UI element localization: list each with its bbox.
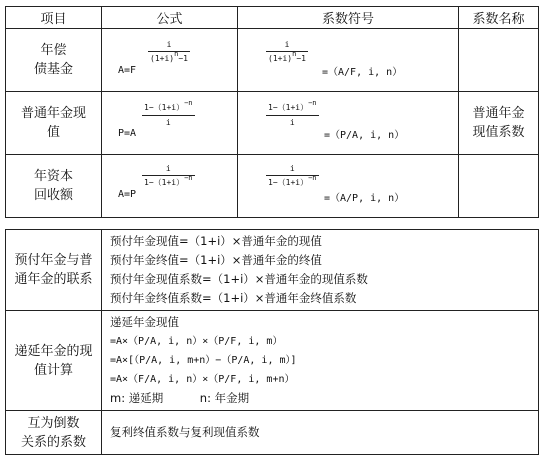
name-line: 现值系数 [472, 125, 525, 140]
label-line: 值计算 [33, 362, 73, 378]
annuity-relations-table [5, 229, 539, 455]
table-row [6, 311, 539, 411]
item-line: 普通年金现 [20, 106, 86, 121]
symbol-fraction [266, 99, 319, 128]
label-line: 递延年金的现 [14, 343, 93, 359]
annuity-formula-table [5, 6, 539, 218]
content-line: 预付年金现值系数=（1+i）×普通年金的现值系数 [110, 272, 368, 286]
label-line: 互为倒数 [27, 415, 80, 431]
name-cell [459, 92, 539, 155]
formula-cell [102, 155, 238, 218]
fraction-denominator: 1−（1+i）−n [268, 174, 317, 187]
table-row [6, 155, 539, 218]
item-cell [6, 29, 102, 92]
table-row [6, 230, 539, 311]
item-line: 债基金 [33, 62, 73, 77]
table-row [6, 29, 539, 92]
symbol-cell [238, 92, 459, 155]
content-line: m: 递延期 n: 年金期 [110, 391, 250, 405]
formula-fraction [148, 39, 190, 65]
row-label [6, 311, 102, 411]
content-line: 复利终值系数与复利现值系数 [110, 425, 260, 439]
symbol-rhs: =（P/A, i, n） [324, 130, 405, 141]
symbol-cell [238, 155, 459, 218]
name-cell [459, 29, 539, 92]
item-cell [6, 92, 102, 155]
fraction-numerator: i [289, 164, 295, 173]
fraction-denominator: (1+i)n−1 [268, 50, 306, 63]
fraction-numerator: i [166, 40, 172, 49]
row-label [6, 411, 102, 455]
symbol-cell [238, 29, 459, 92]
header-name: 系数名称 [459, 7, 539, 29]
table-row [6, 92, 539, 155]
fraction-denominator: i [289, 118, 295, 127]
formula-lhs: A=P [118, 189, 137, 200]
item-cell [6, 155, 102, 218]
symbol-rhs: =（A/F, i, n） [322, 67, 403, 78]
content-line: 预付年金终值=（1+i）×普通年金的终值 [110, 253, 322, 267]
content-line: 预付年金现值=（1+i）×普通年金的现值 [110, 234, 322, 248]
fraction-denominator: 1−（1+i）−n [144, 174, 193, 187]
content-cell [102, 230, 539, 311]
label-line: 预付年金与普 [14, 253, 93, 268]
content-cell [102, 411, 539, 455]
symbol-rhs: =（A/P, i, n） [324, 193, 405, 204]
name-line: 普通年金 [472, 106, 525, 121]
formula-fraction [142, 163, 195, 189]
fraction-denominator: i [165, 118, 171, 127]
formula-lhs: P=A [118, 128, 137, 139]
formula-cell [102, 29, 238, 92]
header-symbol: 系数符号 [238, 7, 459, 29]
symbol-fraction [266, 39, 308, 65]
symbol-fraction [266, 163, 319, 189]
fraction-denominator: (1+i)n−1 [150, 50, 188, 63]
content-line: =A×（P/A, i, n）×（P/F, i, m） [110, 336, 283, 347]
header-formula: 公式 [102, 7, 238, 29]
item-line: 值 [46, 125, 60, 140]
formula-cell [102, 92, 238, 155]
row-label [6, 230, 102, 311]
content-line: =A×[（P/A, i, m+n）−（P/A, i, m）] [110, 355, 297, 366]
header-item: 项目 [6, 7, 102, 29]
item-line: 年偿 [40, 43, 67, 58]
fraction-numerator: 1−（1+i）−n [268, 99, 317, 112]
content-cell [102, 311, 539, 411]
content-line: 递延年金现值 [110, 315, 179, 329]
item-line: 年资本 [33, 169, 73, 184]
formula-fraction [142, 99, 195, 128]
label-line: 通年金的联系 [14, 272, 93, 287]
header-row [6, 7, 539, 29]
fraction-numerator: i [165, 164, 171, 173]
fraction-numerator: i [284, 40, 290, 49]
content-line: 预付年金终值系数=（1+i）×普通年金终值系数 [110, 291, 357, 305]
content-line: =A×（F/A, i, n）×（P/F, i, m+n） [110, 374, 295, 385]
item-line: 回收额 [33, 188, 73, 203]
table-row [6, 411, 539, 455]
fraction-numerator: 1−（1+i）−n [144, 99, 193, 112]
name-cell [459, 155, 539, 218]
label-line: 关系的系数 [20, 434, 86, 450]
formula-lhs: A=F [118, 65, 137, 76]
